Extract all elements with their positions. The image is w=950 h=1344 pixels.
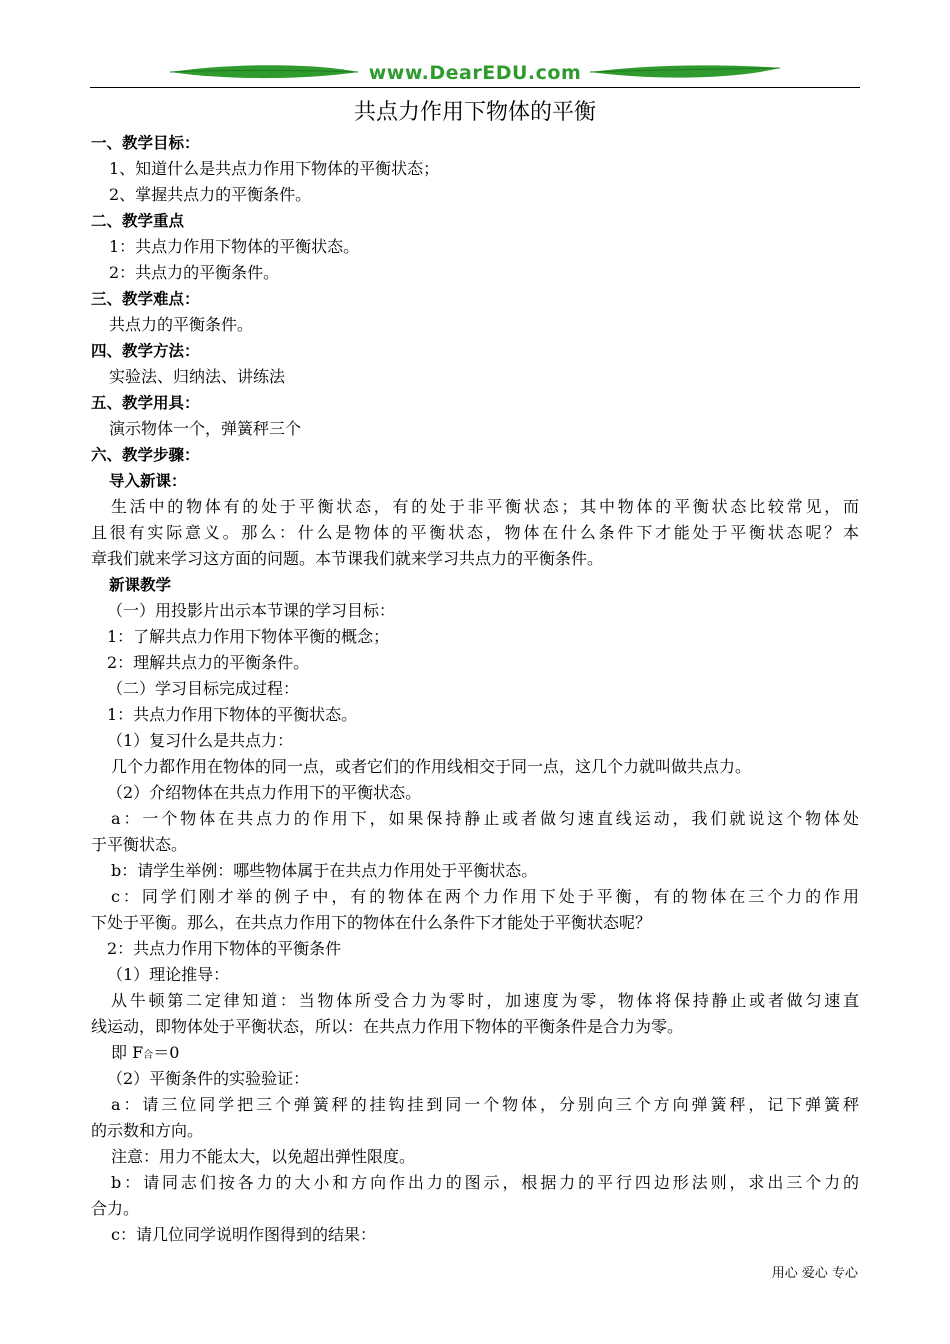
text-line: 注意：用力不能太大，以免超出弹性限度。 bbox=[111, 1147, 416, 1166]
subsection-heading: 导入新课： bbox=[109, 472, 187, 490]
text-line: 共点力的平衡条件。 bbox=[109, 315, 254, 334]
site-logo-text: www.DearEDU.com bbox=[368, 62, 582, 84]
paragraph-line: 的示数和方向。 bbox=[91, 1121, 204, 1140]
text-line: 1：共点力作用下物体的平衡状态。 bbox=[107, 705, 358, 724]
text-line: 1、知道什么是共点力作用下物体的平衡状态； bbox=[109, 159, 440, 178]
paragraph-line: c：同学们刚才举的例子中，有的物体在两个力作用下处于平衡，有的物体在三个力的作用 bbox=[111, 887, 859, 906]
paragraph-line: 合力。 bbox=[91, 1199, 140, 1218]
text-line: （2）平衡条件的实验验证： bbox=[107, 1069, 310, 1088]
section-heading: 一、教学目标： bbox=[91, 134, 200, 152]
formula-suffix: ＝0 bbox=[153, 1043, 180, 1062]
text-line: 2：共点力的平衡条件。 bbox=[109, 263, 280, 282]
formula-prefix: 即 F bbox=[111, 1043, 144, 1062]
header-rule bbox=[90, 87, 860, 88]
text-line: （一）用投影片出示本节课的学习目标： bbox=[107, 601, 396, 620]
section-heading: 六、教学步骤： bbox=[91, 446, 200, 464]
text-line: 1：了解共点力作用下物体平衡的概念； bbox=[107, 627, 390, 646]
paragraph-line: a：一个物体在共点力的作用下，如果保持静止或者做匀速直线运动，我们就说这个物体处 bbox=[111, 809, 859, 828]
formula-line bbox=[91, 1040, 859, 1066]
paragraph-line: 章我们就来学习这方面的问题。本节课我们就来学习共点力的平衡条件。 bbox=[91, 549, 604, 568]
page-footer: 用心 爱心 专心 bbox=[771, 1266, 858, 1281]
text-line: （二）学习目标完成过程： bbox=[107, 679, 300, 698]
text-line: （2）介绍物体在共点力作用下的平衡状态。 bbox=[107, 783, 422, 802]
paragraph-line: 生活中的物体有的处于平衡状态，有的处于非平衡状态；其中物体的平衡状态比较常见，而 bbox=[111, 497, 859, 516]
paragraph-line: 线运动，即物体处于平衡状态，所以：在共点力作用下物体的平衡条件是合力为零。 bbox=[91, 1017, 684, 1036]
text-line: 演示物体一个，弹簧秤三个 bbox=[109, 419, 302, 438]
text-line: （1）理论推导： bbox=[107, 965, 230, 984]
paragraph-line: 从牛顿第二定律知道：当物体所受合力为零时，加速度为零，物体将保持静止或者做匀速直 bbox=[111, 991, 859, 1010]
page-title: 共点力作用下物体的平衡 bbox=[353, 100, 596, 125]
section-heading: 五、教学用具： bbox=[91, 394, 200, 412]
text-line: b：请学生举例：哪些物体属于在共点力作用处于平衡状态。 bbox=[111, 861, 538, 880]
paragraph-line: 于平衡状态。 bbox=[91, 835, 188, 854]
paragraph-line: 且很有实际意义。那么：什么是物体的平衡状态，物体在什么条件下才能处于平衡状态呢？本 bbox=[91, 523, 859, 542]
paragraph-line: b：请同志们按各力的大小和方向作出力的图示，根据力的平行四边形法则，求出三个力的 bbox=[111, 1173, 859, 1192]
text-line: c：请几位同学说明作图得到的结果： bbox=[111, 1225, 376, 1244]
text-line: 实验法、归纳法、讲练法 bbox=[109, 367, 286, 386]
paragraph-line: 下处于平衡。那么，在共点力作用下的物体在什么条件下才能处于平衡状态呢？ bbox=[91, 913, 652, 932]
paragraph-line: 几个力都作用在物体的同一点，或者它们的作用线相交于同一点，这几个力就叫做共点力。 bbox=[111, 757, 752, 776]
subsection-heading: 新课教学 bbox=[109, 576, 172, 594]
section-heading: 四、教学方法： bbox=[91, 342, 200, 360]
paragraph-line: a：请三位同学把三个弹簧秤的挂钩挂到同一个物体，分别向三个方向弹簧秤，记下弹簧秤 bbox=[111, 1095, 859, 1114]
text-line: 2：理解共点力的平衡条件。 bbox=[107, 653, 310, 672]
text-line: 2、掌握共点力的平衡条件。 bbox=[109, 185, 312, 204]
section-heading: 三、教学难点： bbox=[91, 290, 200, 308]
section-heading: 二、教学重点 bbox=[91, 212, 185, 230]
text-line: 1：共点力作用下物体的平衡状态。 bbox=[109, 237, 360, 256]
text-line: 2：共点力作用下物体的平衡条件 bbox=[107, 939, 342, 958]
document-body bbox=[91, 130, 859, 1248]
text-line: （1）复习什么是共点力： bbox=[107, 731, 294, 750]
formula-subscript: 合 bbox=[143, 1050, 154, 1061]
